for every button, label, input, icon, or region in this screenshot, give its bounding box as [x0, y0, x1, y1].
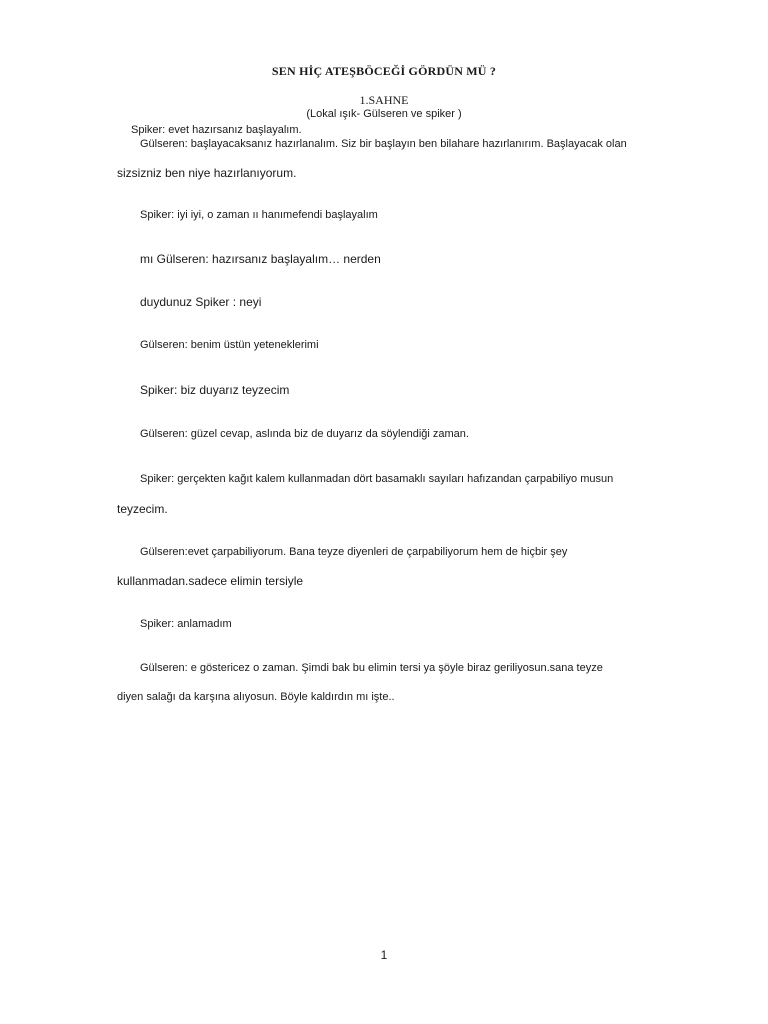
dialogue-line: kullanmadan.sadece elimin tersiyle — [117, 574, 304, 588]
dialogue-line: Gülseren: güzel cevap, aslında biz de duyarız da söylendiği zaman. — [140, 428, 469, 440]
dialogue-line: sizsizniz ben niye hazırlanıyorum. — [117, 166, 297, 180]
page-number: 1 — [380, 948, 388, 962]
dialogue-line: Gülseren: başlayacaksanız hazırlanalım. Siz bir başlayın ben bilahare hazırlanırım. Başlayacak olan — [140, 138, 627, 150]
dialogue-line: Gülseren: benim üstün yeteneklerimi — [140, 339, 319, 351]
dialogue-line: teyzecim. — [117, 502, 168, 516]
dialogue-line: duydunuz Spiker : neyi — [140, 295, 262, 309]
dialogue-line: Spiker: gerçekten kağıt kalem kullanmadan dört basamaklı sayıları hafızandan çarpabiliyo musun — [140, 473, 614, 485]
scene-heading: 1.SAHNE — [359, 93, 409, 107]
stage-direction: (Lokal ışık- Gülseren ve spiker ) — [306, 108, 462, 120]
dialogue-line: mı Gülseren: hazırsanız başlayalım… nerden — [140, 252, 381, 266]
dialogue-line: Spiker: biz duyarız teyzecim — [140, 383, 290, 397]
dialogue-line: diyen salağı da karşına alıyosun. Böyle kaldırdın mı işte.. — [117, 691, 395, 703]
dialogue-line: Spiker: evet hazırsanız başlayalım. — [131, 124, 302, 136]
dialogue-line: Gülseren: e göstericez o zaman. Şimdi bak bu elimin tersi ya şöyle biraz geriliyosun.sana teyze — [140, 662, 603, 674]
dialogue-line: Spiker: anlamadım — [140, 618, 232, 630]
document-title: SEN HİÇ ATEŞBÖCEĞİ GÖRDÜN MÜ ? — [271, 64, 497, 78]
dialogue-line: Gülseren:evet çarpabiliyorum. Bana teyze diyenleri de çarpabiliyorum hem de hiçbir şey — [140, 546, 568, 558]
dialogue-line: Spiker: iyi iyi, o zaman ıı hanımefendi başlayalım — [140, 209, 378, 221]
